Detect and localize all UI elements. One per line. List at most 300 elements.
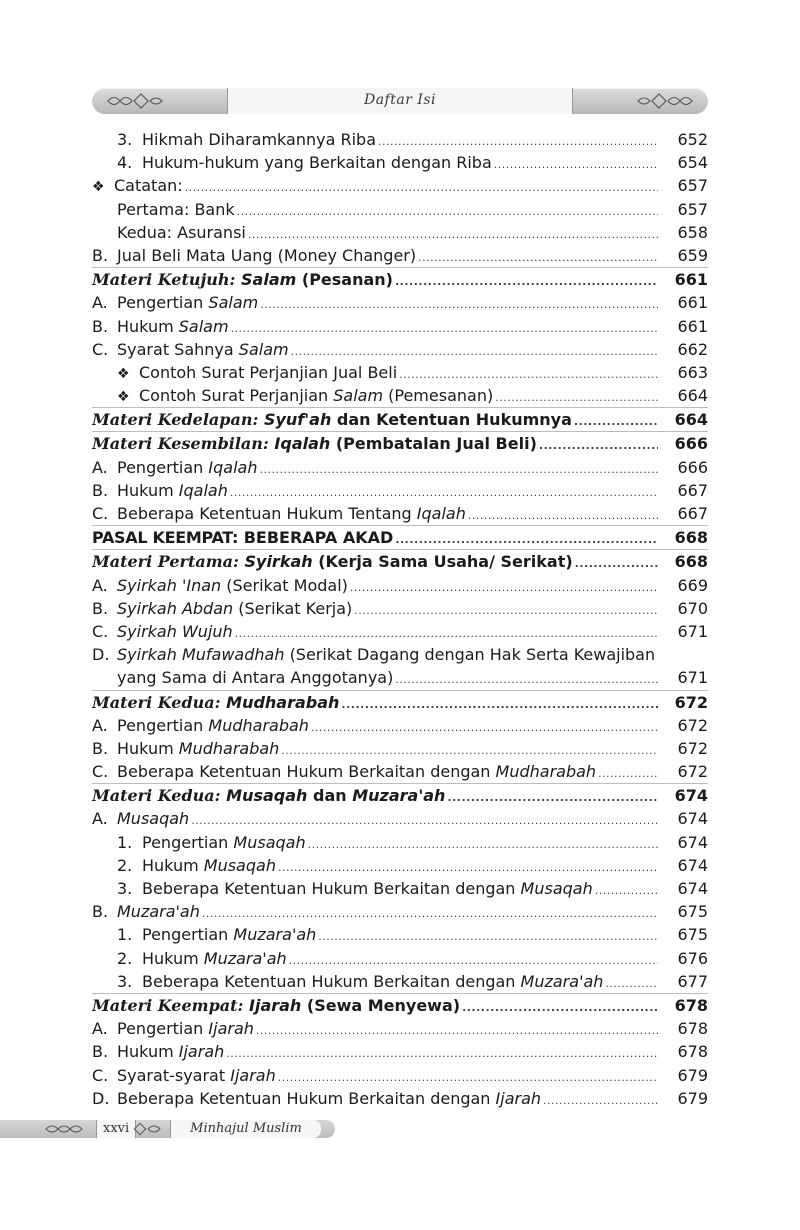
toc-entry-title xyxy=(92,1087,543,1110)
toc-text: (Serikat Kerja) xyxy=(238,598,353,618)
page-number: xxvi xyxy=(96,1120,136,1138)
toc-entry xyxy=(92,479,708,502)
dot-leader xyxy=(202,902,658,923)
toc-entry-title xyxy=(92,691,341,714)
toc-entry xyxy=(92,714,708,737)
toc-entry-title xyxy=(92,315,231,338)
toc-entry-leader xyxy=(92,737,658,760)
page-number: 678 xyxy=(677,1042,708,1062)
toc-marker: B. xyxy=(92,738,109,758)
page-number: 657 xyxy=(677,199,708,219)
toc-entry-leader xyxy=(92,221,658,244)
toc-entry xyxy=(92,315,708,338)
toc-entry-leader xyxy=(92,854,658,877)
toc-text: (Pembatalan Jual Beli) xyxy=(335,434,537,454)
toc-entry xyxy=(92,760,708,783)
toc-entry-title xyxy=(92,408,574,431)
toc-entry-title xyxy=(92,502,468,525)
dot-leader xyxy=(494,153,658,174)
page-number: 668 xyxy=(674,528,708,548)
dot-leader xyxy=(318,925,658,946)
page-number: 674 xyxy=(677,879,708,898)
toc-entry-leader xyxy=(92,877,658,900)
section-label: Materi Kedua: xyxy=(92,692,221,712)
page-number: 676 xyxy=(677,948,708,968)
toc-entry xyxy=(92,643,708,666)
toc-text: Pengertian xyxy=(117,457,204,477)
toc-marker: 2. xyxy=(117,855,133,875)
toc-entry-title xyxy=(92,923,318,946)
toc-entry-title xyxy=(92,361,399,384)
dot-leader xyxy=(350,576,658,597)
toc-marker: A. xyxy=(92,715,108,735)
toc-text: Pengertian xyxy=(142,832,229,852)
toc-text: Hukum-hukum yang Berkaitan dengan Riba xyxy=(142,153,492,173)
toc-text: Beberapa Ketentuan Hukum Berkaitan dengan xyxy=(142,971,516,991)
toc-entry-title xyxy=(92,831,308,854)
page-number: 671 xyxy=(677,668,708,688)
toc-term: Ijarah xyxy=(249,995,302,1015)
dot-leader xyxy=(226,1042,658,1063)
toc-entry xyxy=(92,267,708,291)
dot-leader xyxy=(399,363,658,384)
toc-term: Musaqah xyxy=(233,832,306,852)
toc-entry-leader xyxy=(92,550,658,573)
dot-leader xyxy=(237,200,658,221)
page-number: 674 xyxy=(677,855,708,875)
toc-entry xyxy=(92,854,708,877)
toc-entry-title xyxy=(92,807,191,830)
dot-leader xyxy=(468,504,658,525)
toc-marker: 4. xyxy=(117,153,133,173)
page-number: 658 xyxy=(677,222,708,242)
toc-entry xyxy=(92,574,708,597)
toc-marker: 3. xyxy=(117,971,133,991)
toc-marker: A. xyxy=(92,575,108,595)
page-number: 667 xyxy=(677,504,708,523)
toc-marker: 1. xyxy=(117,832,133,852)
toc-term: Mudharabah xyxy=(495,762,597,782)
toc-marker: B. xyxy=(92,902,109,922)
toc-text: Pertama: Bank xyxy=(117,199,235,219)
dot-leader xyxy=(395,528,658,549)
toc-text: dan xyxy=(313,786,347,806)
table-of-contents xyxy=(92,128,708,1110)
toc-marker: C. xyxy=(92,1065,109,1085)
toc-marker: B. xyxy=(92,598,109,618)
toc-entry xyxy=(92,151,708,174)
toc-entry-leader xyxy=(92,923,658,946)
dot-leader xyxy=(395,270,658,291)
toc-entry xyxy=(92,525,708,549)
dot-leader xyxy=(543,1089,658,1110)
toc-entry xyxy=(92,1017,708,1040)
toc-text: Hikmah Diharamkannya Riba xyxy=(142,130,376,149)
toc-entry xyxy=(92,431,708,455)
toc-entry xyxy=(92,198,708,221)
toc-term: Syirkah Abdan xyxy=(117,598,234,618)
toc-entry-leader xyxy=(92,807,658,830)
page-number: 675 xyxy=(677,902,708,922)
dot-leader xyxy=(418,246,658,267)
toc-entry-leader xyxy=(92,526,658,549)
page-number: 661 xyxy=(674,270,708,290)
page-number: 675 xyxy=(677,925,708,945)
toc-entry xyxy=(92,807,708,830)
dot-leader xyxy=(260,293,658,314)
toc-text: Contoh Surat Perjanjian Jual Beli xyxy=(139,362,398,382)
toc-text: (Sewa Menyewa) xyxy=(306,995,461,1015)
toc-entry-leader xyxy=(92,456,658,479)
toc-text: Pengertian xyxy=(142,925,229,945)
toc-text: Hukum xyxy=(117,738,174,758)
page-number: 677 xyxy=(677,971,708,991)
toc-term: Musaqah xyxy=(226,786,308,806)
toc-term: Musaqah xyxy=(117,809,190,829)
toc-entry-leader xyxy=(92,784,658,807)
toc-text: Hukum xyxy=(117,316,174,336)
running-header xyxy=(92,88,708,114)
toc-marker: A. xyxy=(92,457,108,477)
toc-text: Catatan: xyxy=(114,176,183,196)
toc-entry-leader xyxy=(92,244,658,267)
toc-term: Muzara'ah xyxy=(520,971,604,991)
ornament-icon xyxy=(132,1122,166,1136)
dot-leader xyxy=(291,340,658,361)
diamond-bullet-icon: ❖ xyxy=(117,365,130,382)
toc-entry xyxy=(92,620,708,643)
toc-text: Contoh Surat Perjanjian xyxy=(139,386,329,406)
toc-marker: C. xyxy=(92,621,109,641)
toc-marker: A. xyxy=(92,293,108,313)
page-number: 667 xyxy=(677,480,708,500)
toc-entry-leader xyxy=(92,970,658,993)
toc-entry-leader xyxy=(92,831,658,854)
toc-text: Hukum xyxy=(142,855,199,875)
toc-entry xyxy=(92,970,708,993)
toc-entry xyxy=(92,128,708,151)
page-number: 674 xyxy=(674,786,708,806)
toc-entry xyxy=(92,877,708,900)
toc-entry-leader xyxy=(92,691,658,714)
section-label: Materi Ketujuh: xyxy=(92,270,236,290)
toc-term: Syirkah xyxy=(244,552,313,572)
dot-leader xyxy=(281,739,658,760)
toc-text: (Kerja Sama Usaha/ Serikat) xyxy=(318,552,573,572)
toc-text: dan Ketentuan Hukumnya xyxy=(336,410,572,430)
toc-entry xyxy=(92,244,708,267)
toc-term: Mudharabah xyxy=(178,738,280,758)
toc-text: Beberapa Ketentuan Hukum Tentang xyxy=(117,504,412,523)
toc-entry-title xyxy=(92,947,289,970)
page-number: 657 xyxy=(677,176,708,196)
dot-leader xyxy=(605,972,658,993)
toc-marker: A. xyxy=(92,809,108,829)
toc-entry xyxy=(92,549,708,573)
toc-text: Pengertian xyxy=(117,1019,204,1039)
toc-entry-title xyxy=(92,1017,256,1040)
toc-marker: C. xyxy=(92,339,109,359)
page-number: 672 xyxy=(674,692,708,712)
toc-entry xyxy=(92,221,708,244)
dot-leader xyxy=(341,693,658,714)
toc-entry xyxy=(92,666,708,689)
toc-entry xyxy=(92,690,708,714)
toc-entry-title xyxy=(92,550,575,573)
page-number: 666 xyxy=(677,457,708,477)
toc-entry xyxy=(92,900,708,923)
page-number: 679 xyxy=(677,1088,708,1108)
running-footer xyxy=(0,1120,335,1138)
toc-entry-title xyxy=(92,854,278,877)
ornament-icon xyxy=(44,1122,84,1136)
toc-entry xyxy=(92,993,708,1017)
toc-text: Jual Beli Mata Uang (Money Changer) xyxy=(117,245,417,265)
toc-entry-leader xyxy=(92,994,658,1017)
dot-leader xyxy=(278,1066,658,1087)
toc-entry-title xyxy=(92,221,248,244)
toc-entry-title xyxy=(92,432,539,455)
toc-term: Mudharabah xyxy=(226,692,340,712)
toc-entry-leader xyxy=(92,198,658,221)
dot-leader xyxy=(278,856,658,877)
page-number: 674 xyxy=(677,809,708,829)
toc-marker: D. xyxy=(92,1088,110,1108)
toc-entry-leader xyxy=(92,291,658,314)
toc-entry xyxy=(92,1040,708,1063)
toc-text: Beberapa Ketentuan Hukum Berkaitan dengan xyxy=(142,879,516,898)
toc-term: Muzara'ah xyxy=(233,925,317,945)
dot-leader xyxy=(311,716,658,737)
toc-entry-leader xyxy=(92,408,658,431)
toc-term: Muzara'ah xyxy=(117,902,200,922)
dot-leader xyxy=(447,786,658,807)
toc-term: Syuf'ah xyxy=(263,410,332,430)
toc-text: Kedua: Asuransi xyxy=(117,222,246,242)
toc-entry xyxy=(92,831,708,854)
dot-leader xyxy=(378,130,658,151)
toc-text: Syarat Sahnya xyxy=(117,339,234,359)
toc-entry xyxy=(92,1064,708,1087)
toc-entry-leader xyxy=(92,502,658,525)
dot-leader xyxy=(231,317,658,338)
page-number: 652 xyxy=(677,130,708,149)
toc-term: Ijarah xyxy=(495,1088,542,1108)
toc-term: Salam xyxy=(238,339,289,359)
toc-entry-title xyxy=(92,456,259,479)
page-number: 664 xyxy=(674,410,708,430)
toc-entry-leader xyxy=(92,1064,658,1087)
page-number: 672 xyxy=(677,738,708,758)
page-number: 659 xyxy=(677,245,708,265)
dot-leader xyxy=(574,410,658,431)
toc-term: Syirkah Mufawadhah xyxy=(117,645,285,665)
page-number: 662 xyxy=(677,339,708,359)
toc-text: (Pesanan) xyxy=(301,270,393,290)
toc-term: Iqalah xyxy=(416,504,466,523)
toc-entry xyxy=(92,597,708,620)
toc-term: Muzara'ah xyxy=(352,786,446,806)
toc-entry-leader xyxy=(92,479,658,502)
dot-leader xyxy=(462,996,658,1017)
toc-text: (Serikat Dagang dengan Hak Serta Kewajiban xyxy=(289,645,656,665)
toc-entry-title xyxy=(92,760,598,783)
page-number: 661 xyxy=(677,316,708,336)
dot-leader xyxy=(256,1019,658,1040)
toc-text: Hukum xyxy=(117,1042,174,1062)
section-label: Materi Kedelapan: xyxy=(92,410,259,430)
page-number: 664 xyxy=(677,386,708,406)
book-title: Minhajul Muslim xyxy=(170,1120,321,1138)
toc-entry-leader xyxy=(92,174,658,197)
toc-marker: B. xyxy=(92,1042,109,1062)
page-number: 672 xyxy=(677,715,708,735)
toc-text: Hukum xyxy=(117,480,174,500)
toc-entry-leader xyxy=(92,900,658,923)
toc-entry-title xyxy=(92,128,378,151)
toc-entry-title xyxy=(92,384,495,407)
toc-text: BEBERAPA AKAD xyxy=(243,528,394,548)
toc-entry xyxy=(92,407,708,431)
toc-term: Ijarah xyxy=(208,1019,254,1039)
toc-entry-leader xyxy=(92,338,658,361)
toc-entry-title xyxy=(92,620,235,643)
toc-entry-leader xyxy=(92,620,658,643)
toc-marker: A. xyxy=(92,1019,108,1039)
toc-entry-title: yang Sama di Antara Anggotanya) xyxy=(92,666,395,689)
page-number: 678 xyxy=(674,995,708,1015)
toc-entry xyxy=(92,737,708,760)
page-number: 661 xyxy=(677,293,708,313)
toc-entry-title xyxy=(92,291,260,314)
dot-leader xyxy=(495,386,658,407)
toc-entry-title xyxy=(92,479,230,502)
dot-leader xyxy=(308,833,658,854)
toc-entry-title xyxy=(92,900,202,923)
toc-marker: B. xyxy=(92,316,109,336)
toc-entry-title xyxy=(92,174,185,197)
dot-leader xyxy=(185,176,658,197)
toc-marker: 1. xyxy=(117,925,133,945)
toc-entry-leader xyxy=(92,947,658,970)
toc-text: Hukum xyxy=(142,948,199,968)
section-label: Materi Pertama: xyxy=(92,552,239,572)
toc-entry-leader xyxy=(92,574,658,597)
toc-entry-leader xyxy=(92,1040,658,1063)
toc-entry xyxy=(92,947,708,970)
header-title: Daftar Isi xyxy=(363,92,437,108)
toc-entry xyxy=(92,456,708,479)
toc-entry-title xyxy=(92,574,350,597)
dot-leader xyxy=(539,434,658,455)
toc-entry-title xyxy=(92,877,595,900)
dot-leader xyxy=(289,949,658,970)
toc-term: Syirkah Wujuh xyxy=(117,621,233,641)
toc-entry-leader xyxy=(92,714,658,737)
dot-leader xyxy=(575,552,658,573)
toc-entry-title xyxy=(92,244,418,267)
toc-text: Pengertian xyxy=(117,293,204,313)
toc-entry-leader xyxy=(92,315,658,338)
dot-leader xyxy=(259,458,658,479)
section-label: Materi Keempat: xyxy=(92,995,244,1015)
dot-leader xyxy=(191,809,658,830)
toc-marker: 3. xyxy=(117,879,133,898)
toc-term: Salam xyxy=(178,316,229,336)
toc-entry-leader xyxy=(92,384,658,407)
page-number: 679 xyxy=(677,1065,708,1085)
toc-term: Salam xyxy=(333,386,384,406)
toc-term: Iqalah xyxy=(178,480,228,500)
toc-marker: C. xyxy=(92,762,109,782)
toc-entry xyxy=(92,384,708,407)
page-number: 654 xyxy=(677,153,708,173)
dot-leader xyxy=(595,879,658,900)
toc-entry-title xyxy=(92,151,494,174)
toc-entry-title xyxy=(92,714,311,737)
toc-marker: C. xyxy=(92,504,109,523)
toc-text: Beberapa Ketentuan Hukum Berkaitan dengan xyxy=(117,762,491,782)
toc-marker: B. xyxy=(92,245,109,265)
dot-leader xyxy=(598,762,658,783)
toc-entry-title xyxy=(92,737,281,760)
toc-entry-leader xyxy=(92,666,658,689)
toc-entry-title xyxy=(92,1064,278,1087)
toc-text: Pengertian xyxy=(117,715,204,735)
dot-leader xyxy=(235,622,658,643)
toc-term: Iqalah xyxy=(274,434,331,454)
page-number: 671 xyxy=(677,621,708,641)
page-number: 672 xyxy=(677,762,708,782)
toc-text: Syarat-syarat xyxy=(117,1065,226,1085)
toc-entry-title xyxy=(92,338,291,361)
dot-leader xyxy=(395,668,658,689)
page-number: 674 xyxy=(677,832,708,852)
toc-term: Syirkah 'Inan xyxy=(117,575,222,595)
toc-entry-title xyxy=(92,597,354,620)
toc-marker: B. xyxy=(92,480,109,500)
toc-entry-leader xyxy=(92,128,658,151)
toc-entry-title xyxy=(92,526,395,549)
toc-term: Musaqah xyxy=(203,855,276,875)
toc-entry-title xyxy=(92,970,605,993)
dot-leader xyxy=(230,481,658,502)
toc-entry-leader xyxy=(92,1017,658,1040)
toc-term: Salam xyxy=(208,293,259,313)
toc-entry-leader xyxy=(92,1087,658,1110)
ornament-icon xyxy=(636,92,694,110)
toc-term: Ijarah xyxy=(178,1042,225,1062)
toc-entry-leader xyxy=(92,760,658,783)
diamond-bullet-icon: ❖ xyxy=(117,389,130,406)
toc-entry xyxy=(92,783,708,807)
toc-entry-leader xyxy=(92,597,658,620)
toc-marker: 2. xyxy=(117,948,133,968)
toc-entry-title xyxy=(92,1040,226,1063)
toc-term: Iqalah xyxy=(208,457,258,477)
toc-entry xyxy=(92,1087,708,1110)
toc-text: (Serikat Modal) xyxy=(226,575,348,595)
toc-entry-leader xyxy=(92,361,658,384)
toc-entry xyxy=(92,338,708,361)
toc-term: Muzara'ah xyxy=(203,948,287,968)
page-number: 678 xyxy=(677,1019,708,1039)
toc-term: Ijarah xyxy=(230,1065,276,1085)
toc-entry xyxy=(92,923,708,946)
toc-marker: D. xyxy=(92,645,110,665)
toc-entry xyxy=(92,174,708,197)
toc-term: Musaqah xyxy=(520,879,593,898)
